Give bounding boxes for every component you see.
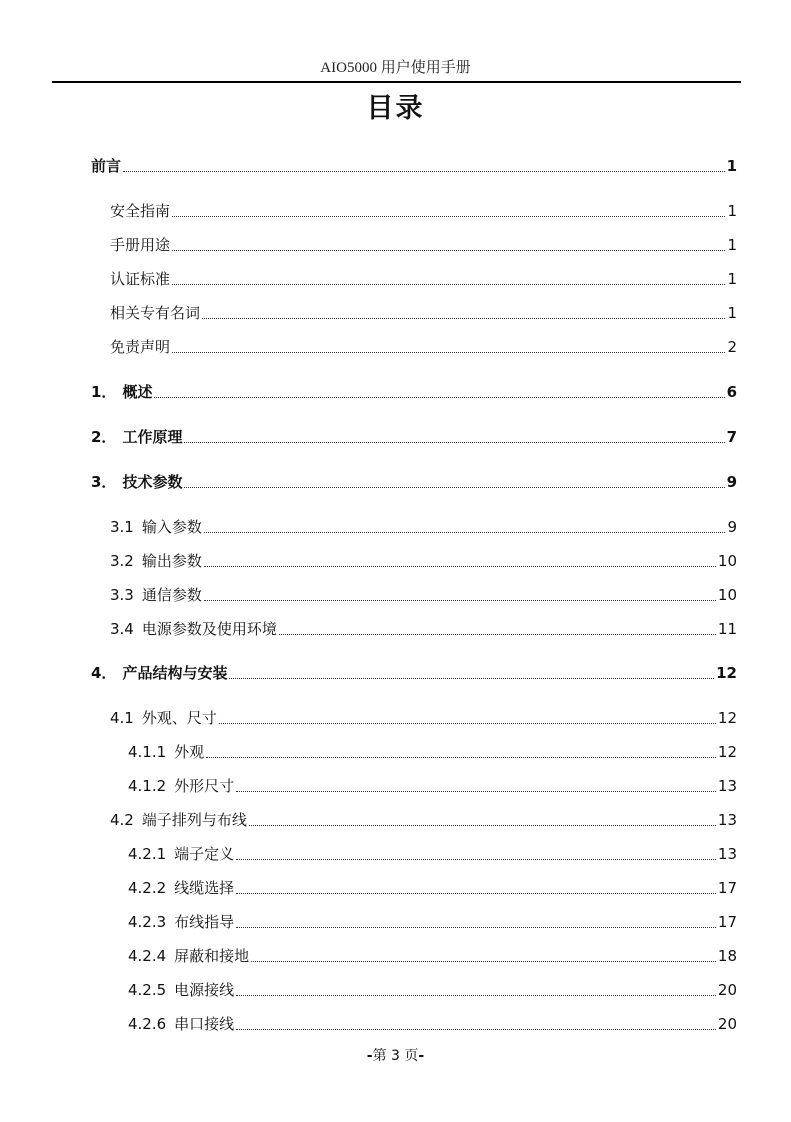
- toc-page-number: 17: [717, 879, 737, 897]
- toc-entry-label: 输入参数: [141, 518, 202, 536]
- toc-entry-label: 输出参数: [141, 552, 202, 570]
- running-header: AIO5000 用户使用手册: [320, 60, 471, 76]
- toc-dot-leader: [204, 600, 716, 601]
- toc-entry-number: 4.1.2: [128, 777, 167, 795]
- toc-entry-label: 端子定义: [174, 845, 235, 863]
- toc-dot-leader: [236, 995, 716, 996]
- toc-page-number: 10: [717, 552, 737, 570]
- toc-page-number: 12: [716, 664, 737, 682]
- toc-entry[interactable]: [110, 707, 737, 729]
- page-number-label: 第 3 页: [372, 1048, 419, 1064]
- toc-entry-number: 4.2.6: [128, 1015, 167, 1033]
- toc-dot-leader: [236, 1029, 716, 1030]
- toc-entry-label: 免责声明: [110, 338, 171, 356]
- toc-entry[interactable]: [110, 618, 737, 640]
- toc-entry[interactable]: [110, 268, 737, 290]
- toc-dot-leader: [123, 171, 725, 172]
- toc-entry[interactable]: [91, 662, 737, 684]
- toc-page-number: 9: [727, 518, 737, 536]
- toc-entry-number: 4.2.2: [128, 879, 167, 897]
- toc-entry-label: 端子排列与布线: [141, 811, 247, 829]
- toc-page-number: 10: [717, 586, 737, 604]
- toc-entry[interactable]: [91, 381, 737, 403]
- toc-entry[interactable]: [91, 471, 737, 493]
- toc-dot-leader: [204, 566, 716, 567]
- toc-entry-number: 1．: [91, 383, 117, 401]
- toc-page-number: 11: [717, 620, 737, 638]
- toc-entry[interactable]: [110, 516, 737, 538]
- toc-page-number: 2: [727, 338, 737, 356]
- toc-entry-number: 4.2.5: [128, 981, 167, 999]
- footer-dash-right: -: [418, 1048, 425, 1064]
- toc-entry[interactable]: [110, 809, 737, 831]
- toc-page-number: 1: [727, 270, 737, 288]
- toc-entry-number: 4.1: [110, 709, 134, 727]
- toc-entry-number: 4.2.1: [128, 845, 167, 863]
- toc-entry[interactable]: [110, 584, 737, 606]
- toc-entry[interactable]: [110, 200, 737, 222]
- toc-dot-leader: [236, 893, 716, 894]
- toc-dot-leader: [236, 859, 716, 860]
- toc-entry-label: 手册用途: [110, 236, 171, 254]
- toc-entry-number: 3.4: [110, 620, 134, 638]
- toc-entry-label: 线缆选择: [174, 879, 235, 897]
- toc-entry-label: 通信参数: [141, 586, 202, 604]
- toc-entry-label: 电源接线: [174, 981, 235, 999]
- toc-entry[interactable]: [128, 877, 737, 899]
- toc-entry-number: 3.2: [110, 552, 134, 570]
- toc-entry-label: 工作原理: [122, 428, 183, 446]
- toc-entry-label: 技术参数: [122, 473, 183, 491]
- toc-dot-leader: [202, 318, 725, 319]
- toc-dot-leader: [249, 825, 716, 826]
- toc-entry-label: 相关专有名词: [110, 304, 201, 322]
- toc-page-number: 7: [726, 428, 737, 446]
- toc-page-number: 20: [717, 1015, 737, 1033]
- toc-dot-leader: [279, 634, 716, 635]
- toc-entry-number: 4．: [91, 664, 117, 682]
- footer-dash-left: -: [366, 1048, 373, 1064]
- toc-entry[interactable]: [128, 775, 737, 797]
- toc-dot-leader: [236, 927, 716, 928]
- toc-page-number: 1: [727, 304, 737, 322]
- toc-entry-label: 概述: [122, 383, 153, 401]
- toc-entry-label: 产品结构与安装: [122, 664, 228, 682]
- toc-entry[interactable]: [128, 911, 737, 933]
- toc-entry-label: 电源参数及使用环境: [141, 620, 277, 638]
- toc-entry-label: 前言: [91, 157, 122, 175]
- toc-entry-number: 4.2.3: [128, 913, 167, 931]
- toc-entry[interactable]: [110, 234, 737, 256]
- toc-entry[interactable]: [91, 155, 737, 177]
- toc-entry[interactable]: [128, 843, 737, 865]
- toc-page-number: 13: [717, 777, 737, 795]
- header-divider: [52, 81, 741, 83]
- toc-entry-label: 外观: [174, 743, 205, 761]
- toc-entry[interactable]: [128, 979, 737, 1001]
- toc-page-number: 9: [726, 473, 737, 491]
- toc-dot-leader: [229, 678, 714, 679]
- toc-entry[interactable]: [110, 336, 737, 358]
- toc-page-number: 1: [726, 157, 737, 175]
- toc-dot-leader: [154, 397, 724, 398]
- toc-dot-leader: [251, 961, 716, 962]
- toc-dot-leader: [206, 757, 716, 758]
- toc-page-number: 6: [726, 383, 737, 401]
- toc-entry-number: 2．: [91, 428, 117, 446]
- toc-dot-leader: [172, 284, 725, 285]
- toc-page-number: 12: [717, 743, 737, 761]
- toc-entry-number: 4.1.1: [128, 743, 167, 761]
- toc-entry-number: 4.2.4: [128, 947, 167, 965]
- toc-entry[interactable]: [128, 1013, 737, 1035]
- toc-entry-label: 认证标准: [110, 270, 171, 288]
- toc-entry-number: 3.1: [110, 518, 134, 536]
- toc-page-number: 1: [727, 202, 737, 220]
- toc-page-number: 20: [717, 981, 737, 999]
- toc-entry-label: 外形尺寸: [174, 777, 235, 795]
- toc-page-number: 17: [717, 913, 737, 931]
- toc-entry[interactable]: [110, 550, 737, 572]
- toc-entry-number: 3.3: [110, 586, 134, 604]
- toc-dot-leader: [236, 791, 716, 792]
- page-footer: [0, 1045, 791, 1065]
- toc-entry-label: 串口接线: [174, 1015, 235, 1033]
- toc-dot-leader: [172, 250, 725, 251]
- page-title: 目录: [366, 93, 425, 124]
- toc-entry-number: 4.2: [110, 811, 134, 829]
- toc-dot-leader: [172, 216, 725, 217]
- toc-entry-label: 安全指南: [110, 202, 171, 220]
- toc-entry-label: 屏蔽和接地: [174, 947, 250, 965]
- toc-page-number: 12: [717, 709, 737, 727]
- toc-page-number: 13: [717, 845, 737, 863]
- toc-dot-leader: [204, 532, 726, 533]
- toc-entry[interactable]: [128, 945, 737, 967]
- toc-page-number: 1: [727, 236, 737, 254]
- toc-entry[interactable]: [91, 426, 737, 448]
- toc-entry-label: 布线指导: [174, 913, 235, 931]
- toc-dot-leader: [172, 352, 725, 353]
- toc-dot-leader: [219, 723, 716, 724]
- toc-dot-leader: [184, 487, 724, 488]
- toc-entry-number: 3．: [91, 473, 117, 491]
- toc-entry[interactable]: [110, 302, 737, 324]
- toc-entry-label: 外观、尺寸: [141, 709, 217, 727]
- toc-page-number: 13: [717, 811, 737, 829]
- toc-entry[interactable]: [128, 741, 737, 763]
- toc-dot-leader: [184, 442, 724, 443]
- toc-page-number: 18: [717, 947, 737, 965]
